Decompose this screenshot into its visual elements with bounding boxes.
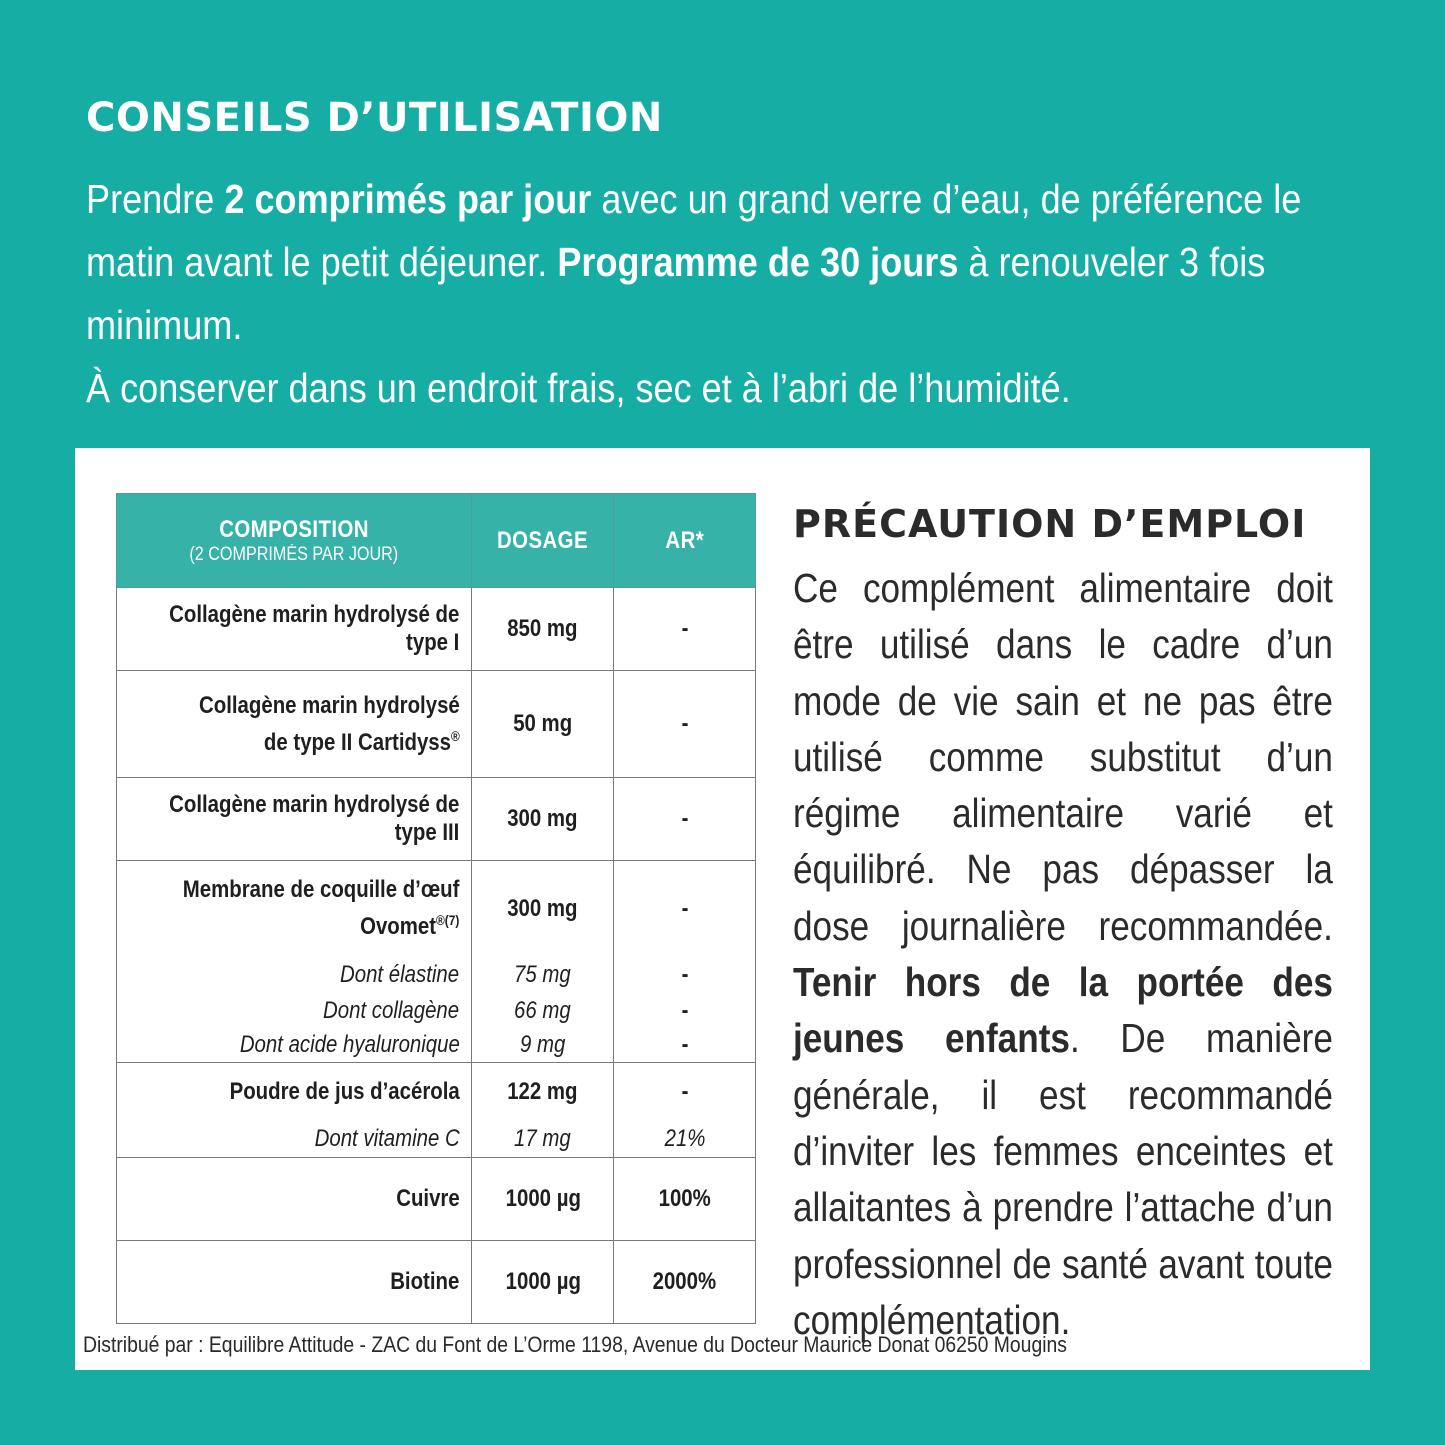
row-dose: 66 mg xyxy=(514,996,572,1024)
row-ar: - xyxy=(681,710,689,737)
row-ar: - xyxy=(681,1031,689,1059)
row-ar: 21% xyxy=(664,1124,706,1152)
row-name: Biotine xyxy=(390,1268,460,1295)
row-ar: - xyxy=(681,996,689,1024)
table-row xyxy=(117,1063,756,1121)
header-ar: AR* xyxy=(614,494,756,588)
table-row xyxy=(117,778,756,861)
row-dose: 1000 µg xyxy=(505,1185,581,1212)
table-subrow xyxy=(117,993,756,1029)
row-ar: - xyxy=(681,805,689,832)
row-name: Cuivre xyxy=(395,1185,460,1212)
row-ar: - xyxy=(681,1077,689,1105)
usage-bold-program: Programme de 30 jours xyxy=(557,239,959,285)
row-ar: - xyxy=(681,615,689,642)
usage-text xyxy=(86,168,1388,420)
row-name: de type II Cartidyss xyxy=(263,728,451,756)
row-dose: 9 mg xyxy=(520,1031,566,1059)
row-name: Ovomet xyxy=(360,913,437,941)
trademark-sup: ®(7) xyxy=(436,912,460,929)
composition-table xyxy=(116,493,756,1324)
usage-bold-dose: 2 comprimés par jour xyxy=(224,176,592,222)
row-dose: 75 mg xyxy=(514,960,572,988)
table-row xyxy=(117,1241,756,1324)
distributor-footer: Distribué par : Equilibre Attitude - ZAC du Font de L’Orme 1198, Avenue du Docteur Maurice Donat 06250 Mougins xyxy=(83,1332,1067,1357)
header-dosage: DOSAGE xyxy=(472,494,614,588)
usage-storage-line: À conserver dans un endroit frais, sec et à l’abri de l’humidité. xyxy=(86,365,1071,411)
precaution-text xyxy=(793,560,1333,1348)
row-name: Collagène marin hydrolysé xyxy=(198,691,460,719)
table-row xyxy=(117,588,756,671)
row-dose: 850 mg xyxy=(507,615,578,642)
table-row xyxy=(117,1158,756,1241)
precaution-text-part: Ce complément alimentaire doit être utilisé dans le cadre d’un mode de vie sain et ne pas être utilisé comme substitut d’un régime alimentaire varié et équilibré. Ne pas dépasser la dose journalière recommandée. xyxy=(793,565,1333,949)
row-ar: 100% xyxy=(658,1185,711,1212)
row-dose: 1000 µg xyxy=(505,1268,581,1295)
table-row xyxy=(117,861,756,957)
usage-section xyxy=(86,92,1386,420)
precaution-heading: PRÉCAUTION D’EMPLOI xyxy=(793,502,1307,546)
usage-heading: CONSEILS D’UTILISATION xyxy=(86,95,663,141)
row-dose: 50 mg xyxy=(513,710,573,737)
table-subrow xyxy=(117,957,756,993)
row-name: Dont élastine xyxy=(340,960,460,988)
table-row xyxy=(117,671,756,778)
info-panel xyxy=(75,448,1370,1370)
table-header-row xyxy=(117,494,756,588)
table-subrow xyxy=(117,1121,756,1158)
row-dose: 300 mg xyxy=(507,894,578,922)
precaution-warning: Tenir hors de la portée des jeunes enfants xyxy=(793,959,1333,1062)
header-composition: COMPOSITION (2 COMPRIMÉS PAR JOUR) xyxy=(117,494,472,588)
row-dose: 17 mg xyxy=(514,1124,572,1152)
row-name: Collagène marin hydrolysé de type I xyxy=(169,601,460,656)
row-name: Collagène marin hydrolysé de type III xyxy=(169,791,460,846)
usage-text-part: Prendre xyxy=(86,176,225,222)
row-name: Dont vitamine C xyxy=(314,1124,460,1152)
usage-text-part: avec un grand verre d’eau, de préférence le matin avant le petit déjeuner. xyxy=(86,176,1302,285)
table-subrow xyxy=(117,1029,756,1063)
row-name: Dont acide hyaluronique xyxy=(239,1031,460,1059)
row-name: Dont collagène xyxy=(323,996,460,1024)
precaution-section xyxy=(793,498,1333,1348)
trademark-sup: ® xyxy=(450,727,460,744)
precaution-text-part: . De manière générale, il est recommandé d’inviter les femmes enceintes et allaitantes à prendre l’attache d’un professionnel de santé avant toute complémentation. xyxy=(793,1015,1333,1343)
row-name: Membrane de coquille d’œuf xyxy=(182,876,460,904)
row-ar: - xyxy=(681,894,689,922)
row-name: Poudre de jus d’acérola xyxy=(229,1077,460,1105)
row-ar: - xyxy=(681,960,689,988)
usage-text-part: à renouveler 3 fois minimum. xyxy=(86,239,1266,348)
row-ar: 2000% xyxy=(652,1268,717,1295)
row-dose: 300 mg xyxy=(507,805,578,832)
row-dose: 122 mg xyxy=(507,1077,578,1105)
